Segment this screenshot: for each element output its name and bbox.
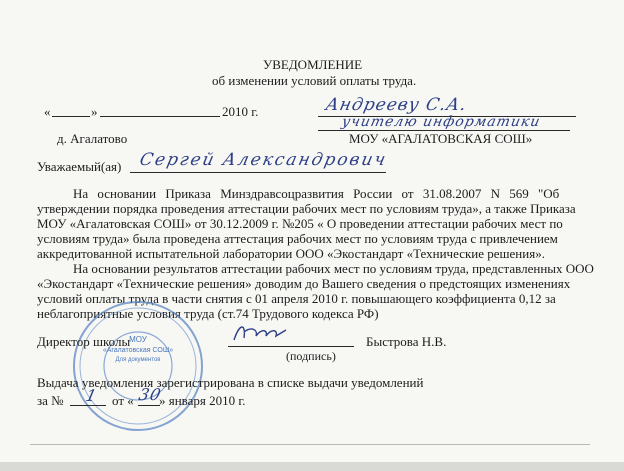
date-open-quote: « <box>44 104 51 119</box>
registration-prefix: за № <box>37 393 64 408</box>
document-title: УВЕДОМЛЕНИЕ <box>263 57 363 72</box>
body-p1-line-5: аккредитованной испытательной лаборатории ООО «Экостандарт «Технические решения». <box>37 246 545 261</box>
registration-from-label: от « <box>112 393 134 408</box>
director-signature <box>230 320 290 344</box>
body-p2-line-3: условий оплаты труда в части снятия с 01 апреля 2010 г. повышающего коэффициента 0,12 за <box>37 291 556 306</box>
date-year: 2010 г. <box>222 104 259 119</box>
registration-number-line <box>70 405 106 406</box>
signature-line <box>228 346 354 347</box>
stamp-line-1: МОУ <box>129 335 147 344</box>
date-close-quote: » <box>91 104 98 119</box>
director-name: Быстрова Н.В. <box>366 334 447 349</box>
date-day-line <box>52 116 90 117</box>
greeting-name-line <box>130 172 386 173</box>
document-subtitle: об изменении условий оплаты труда. <box>212 73 417 88</box>
body-p1-line-4: условиям труда» была проведена аттестация рабочих мест по условиям труда с привлечением <box>37 231 558 246</box>
stamp-line-2: «Агалатовская СОШ» <box>102 347 174 354</box>
registration-text: Выдача уведомления зарегистрирована в списке выдачи уведомлений <box>37 375 424 390</box>
registration-suffix: » января 2010 г. <box>159 393 246 408</box>
registration-day-line <box>138 405 160 406</box>
recipient-position-handwritten: учителю информатики <box>340 114 543 130</box>
greeting-label: Уважаемый(ая) <box>37 159 122 174</box>
school-stamp <box>70 298 206 434</box>
date-month-line <box>100 116 220 117</box>
place-label: д. Агалатово <box>57 131 128 146</box>
body-p2-line-4: неблагоприятные условия труда (ст.74 Трудового кодекса РФ) <box>37 306 379 321</box>
body-paragraph-1 <box>37 186 581 261</box>
greeting-name-handwritten: Сергей Александрович <box>137 150 390 170</box>
body-p1-line-1: На основании Приказа Минздравсоцразвития России от 31.08.2007 N 569 "Об <box>73 186 560 201</box>
body-p1-line-2: утверждении порядка проведения аттестации рабочих мест по условиям труда», а также Приказа <box>37 201 576 216</box>
bottom-rule <box>30 444 590 445</box>
recipient-name-handwritten: Андрееву С.А. <box>323 95 469 115</box>
body-p2-line-2: «Экостандарт «Технические решения» доводим до Вашего сведения о предстоящих изменениях <box>37 276 571 291</box>
stamp-line-3: Для документов <box>115 357 161 363</box>
registration-number-handwritten: 1 <box>83 386 100 405</box>
body-p1-line-3: МОУ «Агалатовская СОШ» от 30.12.2009 г. №205 « О проведении аттестации рабочих мест по <box>37 216 563 231</box>
signature-label: Директор школы <box>37 334 131 349</box>
signature-caption: (подпись) <box>286 349 336 363</box>
organization-name: МОУ «АГАЛАТОВСКАЯ СОШ» <box>349 131 533 146</box>
registration-day-handwritten: 30 <box>136 385 164 404</box>
body-p2-line-1: На основании результатов аттестации рабочих мест по условиям труда, представленных ООО <box>73 261 594 276</box>
